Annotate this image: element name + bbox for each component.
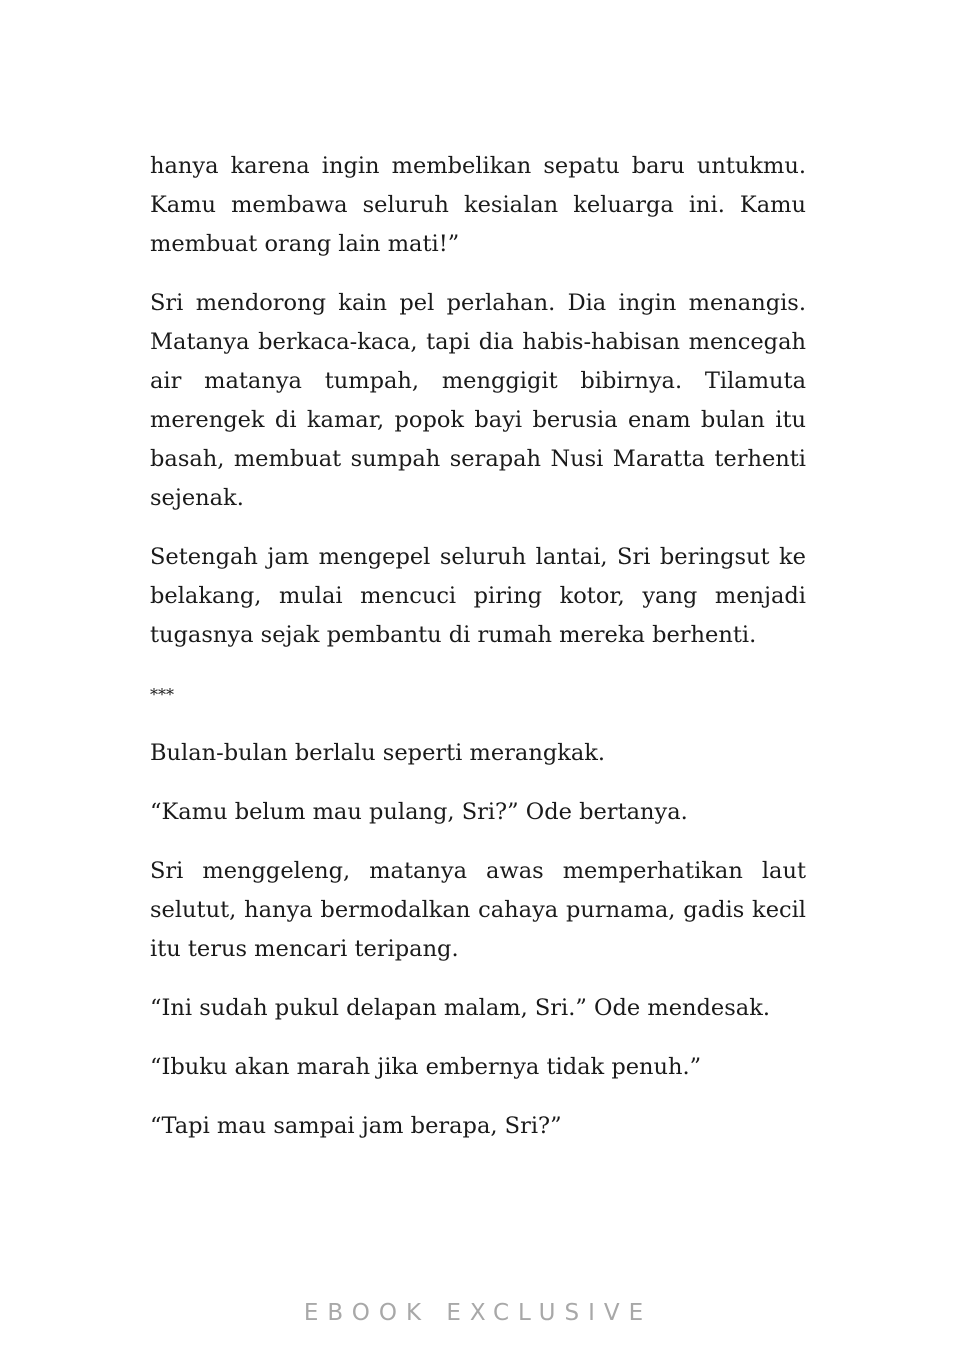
scene-separator: *** [150, 685, 174, 704]
paragraph-4: Bulan-bulan berlalu seperti merangkak. [150, 740, 606, 766]
paragraph-2: Sri mendorong kain pel perlahan. Dia ingin menangis. Matanya berkaca-kaca, tapi dia habis-habisan mencegah air matanya tumpah, menggigit bibirnya. Tilamuta merengek di kamar, popok bayi berusia enam bulan itu basah, membuat sumpah serapah Nusi Maratta terhenti sejenak. [150, 290, 806, 511]
paragraph-3: Setengah jam mengepel seluruh lantai, Sri beringsut ke belakang, mulai mencuci piring kotor, yang menjadi tugasnya sejak pembantu di rumah mereka berhenti. [150, 544, 806, 648]
paragraph-7: “Ini sudah pukul delapan malam, Sri.” Ode mendesak. [150, 995, 770, 1021]
paragraph-9: “Tapi mau sampai jam berapa, Sri?” [150, 1113, 562, 1139]
body-text [150, 147, 806, 1166]
paragraph-1: hanya karena ingin membelikan sepatu baru untukmu. Kamu membawa seluruh kesialan keluarga ini. Kamu membuat orang lain mati!” [150, 153, 806, 257]
paragraph-6: Sri menggeleng, matanya awas memperhatikan laut selutut, hanya bermodalkan cahaya purnama, gadis kecil itu terus mencari teripang. [150, 858, 806, 962]
paragraph-8: “Ibuku akan marah jika embernya tidak penuh.” [150, 1054, 702, 1080]
paragraph-5: “Kamu belum mau pulang, Sri?” Ode bertanya. [150, 799, 688, 825]
ebook-exclusive-footer: EBOOK EXCLUSIVE [303, 1300, 653, 1326]
